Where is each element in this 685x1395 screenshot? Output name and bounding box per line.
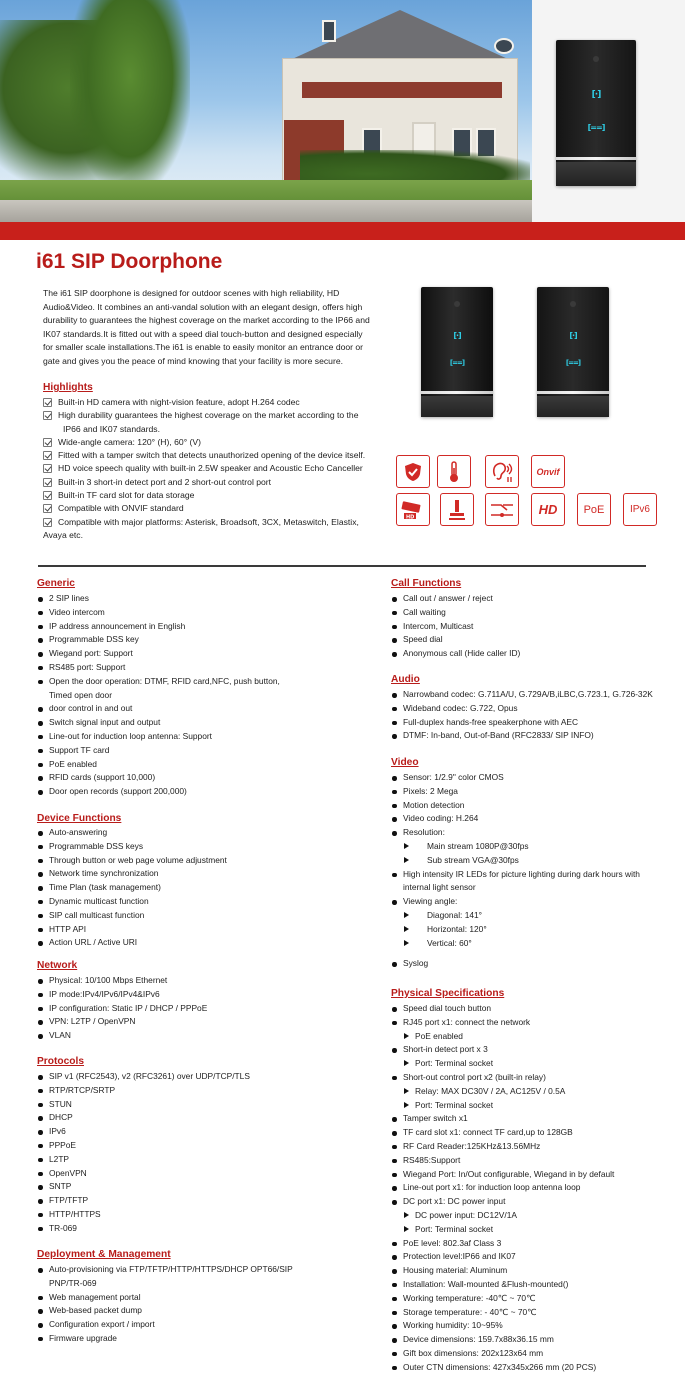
list-subitem: Port: Terminal socket <box>391 1223 614 1237</box>
list-item: Wide-angle camera: 120° (H), 60° (V) <box>43 436 373 449</box>
list-subitem: Sub stream VGA@30fps <box>391 854 640 868</box>
list-item: PoE enabled <box>37 758 280 772</box>
list-item: Wiegand port: Support <box>37 647 280 661</box>
hd-icon: HD <box>531 493 565 526</box>
list-item: Line-out port x1: for induction loop antenna loop <box>391 1181 614 1195</box>
checkbox-icon <box>43 464 52 473</box>
header-banner <box>0 0 685 222</box>
list-item: Action URL / Active URI <box>37 936 227 950</box>
list-item: Storage temperature: - 40℃ ~ 70℃ <box>391 1306 614 1320</box>
doorphone-product-image: [·] [==] <box>556 40 636 186</box>
list-item: Working temperature: -40℃ ~ 70℃ <box>391 1292 614 1306</box>
list-item: Line-out for induction loop antenna: Support <box>37 730 280 744</box>
list-item: Web management portal <box>37 1291 293 1305</box>
doorphone-front-image: [·] [==] <box>421 287 493 417</box>
list-item: IPv6 <box>37 1125 250 1139</box>
list-item: Installation: Wall-mounted &Flush-mounted() <box>391 1278 614 1292</box>
checkbox-icon <box>43 504 52 513</box>
onvif-logo: Onvif <box>531 455 565 488</box>
camera-icon <box>396 493 430 526</box>
list-item: Short-out control port x2 (built-in relay) <box>391 1071 614 1085</box>
checkbox-icon <box>43 491 52 500</box>
sidewalk-illustration <box>0 200 532 222</box>
list-item: RF Card Reader:125KHz&13.56MHz <box>391 1140 614 1154</box>
relay-icon <box>485 493 519 526</box>
list-item: Through button or web page volume adjustment <box>37 854 227 868</box>
checkbox-icon <box>43 438 52 447</box>
list-item: Web-based packet dump <box>37 1304 293 1318</box>
list-item: Network time synchronization <box>37 867 227 881</box>
list-item: PoE level: 802.3af Class 3 <box>391 1237 614 1251</box>
hearing-icon <box>485 455 519 488</box>
tree-illustration <box>70 0 190 190</box>
list-item: Sensor: 1/2.9" color CMOS <box>391 771 640 785</box>
checkbox-icon <box>43 398 52 407</box>
list-item: Auto-provisioning via FTP/TFTP/HTTP/HTTPS/DHCP OPT66/SIP <box>37 1263 293 1277</box>
list-item: STUN <box>37 1098 250 1112</box>
video-heading: Video <box>391 757 419 768</box>
list-item: Wiegand Port: In/Out configurable, Wiegand in by default <box>391 1168 614 1182</box>
checkbox-icon <box>43 518 52 527</box>
list-item: TR-069 <box>37 1222 250 1236</box>
list-item: High durability guarantees the highest coverage on the market according to the <box>43 409 373 422</box>
list-item: Programmable DSS keys <box>37 840 227 854</box>
tamper-icon <box>440 493 474 526</box>
list-item: High intensity IR LEDs for picture lighting during dark hours with <box>391 868 640 882</box>
list-subitem: DC power input: DC12V/1A <box>391 1209 614 1223</box>
list-subitem: Horizontal: 120° <box>391 923 640 937</box>
list-item: VPN: L2TP / OpenVPN <box>37 1015 207 1029</box>
list-subitem: PoE enabled <box>391 1030 614 1044</box>
list-item: Gift box dimensions: 202x123x64 mm <box>391 1347 614 1361</box>
list-item: L2TP <box>37 1153 250 1167</box>
physical-specs-list <box>391 1002 614 1375</box>
list-item: RS485:Support <box>391 1154 614 1168</box>
svg-text:HD: HD <box>406 514 415 520</box>
list-item: SIP call multicast function <box>37 909 227 923</box>
highlights-heading: Highlights <box>43 382 93 393</box>
list-item: RS485 port: Support <box>37 661 280 675</box>
poe-icon: PoE <box>577 493 611 526</box>
list-item-continuation: internal light sensor <box>403 882 476 893</box>
deployment-list <box>37 1263 293 1346</box>
list-item: Time Plan (task management) <box>37 881 227 895</box>
ipv6-icon: IPv6 <box>623 493 657 526</box>
list-item: RJ45 port x1: connect the network <box>391 1016 614 1030</box>
list-item: door control in and out <box>37 702 280 716</box>
list-item: Switch signal input and output <box>37 716 280 730</box>
list-item: Pixels: 2 Mega <box>391 785 640 799</box>
list-item: Protection level:IP66 and IK07 <box>391 1250 614 1264</box>
thermometer-icon <box>437 455 471 488</box>
list-item: Built-in TF card slot for data storage <box>43 489 373 502</box>
list-item: OpenVPN <box>37 1167 250 1181</box>
list-item: Physical: 10/100 Mbps Ethernet <box>37 974 207 988</box>
deployment-heading: Deployment & Management <box>37 1249 171 1260</box>
audio-list <box>391 688 653 743</box>
physical-specs-heading: Physical Specifications <box>391 988 505 999</box>
device-functions-heading: Device Functions <box>37 813 122 824</box>
list-item: Video intercom <box>37 606 280 620</box>
list-item: Programmable DSS key <box>37 633 280 647</box>
list-subitem: Vertical: 60° <box>391 937 640 951</box>
generic-list <box>37 592 280 799</box>
list-item: Open the door operation: DTMF, RFID card,NFC, push button, <box>37 675 280 689</box>
list-item: TF card slot x1: connect TF card,up to 128GB <box>391 1126 614 1140</box>
list-item: Anonymous call (Hide caller ID) <box>391 647 520 661</box>
list-item: IP mode:IPv4/IPv6/IPv4&IPv6 <box>37 988 207 1002</box>
banner-device-panel <box>532 0 685 222</box>
list-item-continuation: IP66 and IK07 standards. <box>63 423 160 434</box>
list-item: Intercom, Multicast <box>391 620 520 634</box>
list-item: Wideband codec: G.722, Opus <box>391 702 653 716</box>
network-heading: Network <box>37 960 78 971</box>
list-item: SIP v1 (RFC2543), v2 (RFC3261) over UDP/TCP/TLS <box>37 1070 250 1084</box>
list-item: Dynamic multicast function <box>37 895 227 909</box>
list-item: SNTP <box>37 1180 250 1194</box>
list-item: IP configuration: Static IP / DHCP / PPPoE <box>37 1002 207 1016</box>
list-item: Motion detection <box>391 799 640 813</box>
list-item: Configuration export / import <box>37 1318 293 1332</box>
intro-paragraph: The i61 SIP doorphone is designed for outdoor scenes with high reliability, HD Audio&Video. It combines an anti-vandal solution with an elegant design, offers high durability to guarantees the highest coverage on the market according to the IP66 and IK07 standards.It is fitted out with a speed dial touch-button and designed especially for smaller scale installations.The i61 is enable to easily monitor an entrance door or gate and gives you the peace of mind knowing that your facility is more secure. <box>43 288 370 366</box>
list-item: PPPoE <box>37 1139 250 1153</box>
checkbox-icon <box>43 478 52 487</box>
generic-heading: Generic <box>37 578 75 589</box>
protocols-list <box>37 1070 250 1236</box>
network-list <box>37 974 207 1043</box>
list-item: DHCP <box>37 1111 250 1125</box>
shield-icon <box>396 455 430 488</box>
call-functions-list <box>391 592 520 661</box>
accent-bar <box>0 222 685 240</box>
list-item: Speed dial <box>391 633 520 647</box>
list-item: Built-in 3 short-in detect port and 2 short-out control port <box>43 476 373 489</box>
list-item: FTP/TFTP <box>37 1194 250 1208</box>
list-item: Video coding: H.264 <box>391 812 640 826</box>
list-item: Narrowband codec: G.711A/U, G.729A/B,iLBC,G.723.1, G.726-32K <box>391 688 653 702</box>
list-item: Compatible with ONVIF standard <box>43 502 373 515</box>
protocols-heading: Protocols <box>37 1056 84 1067</box>
list-item: DTMF: In-band, Out-of-Band (RFC2833/ SIP INFO) <box>391 729 653 743</box>
list-item: VLAN <box>37 1029 207 1043</box>
list-item: Compatible with major platforms: Asterisk, Broadsoft, 3CX, Metaswitch, Elastix, <box>43 516 373 529</box>
list-item: Auto-answering <box>37 826 227 840</box>
list-item: Speed dial touch button <box>391 1002 614 1016</box>
list-item: Call out / answer / reject <box>391 592 520 606</box>
list-item: Tamper switch x1 <box>391 1112 614 1126</box>
list-item-continuation: Avaya etc. <box>43 529 83 540</box>
list-item: Outer CTN dimensions: 427x345x266 mm (20 PCS) <box>391 1361 614 1375</box>
list-item: IP address announcement in English <box>37 620 280 634</box>
list-item: Device dimensions: 159.7x88x36.15 mm <box>391 1333 614 1347</box>
list-subitem: Port: Terminal socket <box>391 1057 614 1071</box>
checkbox-icon <box>43 451 52 460</box>
list-item: Call waiting <box>391 606 520 620</box>
list-item: Working humidity: 10~95% <box>391 1319 614 1333</box>
list-item: Full-duplex hands-free speakerphone with AEC <box>391 716 653 730</box>
list-item: Built-in HD camera with night-vision feature, adopt H.264 codec <box>43 396 373 409</box>
list-item: RFID cards (support 10,000) <box>37 771 280 785</box>
list-item: HTTP/HTTPS <box>37 1208 250 1222</box>
list-item-continuation: PNP/TR-069 <box>49 1277 97 1288</box>
device-functions-list <box>37 826 227 950</box>
list-subitem: Port: Terminal socket <box>391 1099 614 1113</box>
list-item: HD voice speech quality with built-in 2.5W speaker and Acoustic Echo Canceller <box>43 462 373 475</box>
list-item-continuation: Timed open door <box>49 689 113 700</box>
list-item: Door open records (support 200,000) <box>37 785 280 799</box>
list-item: RTP/RTCP/SRTP <box>37 1084 250 1098</box>
video-list <box>391 771 640 971</box>
audio-heading: Audio <box>391 674 420 685</box>
section-divider <box>38 565 646 567</box>
list-item: HTTP API <box>37 923 227 937</box>
list-item: Resolution: <box>391 826 640 840</box>
checkbox-icon <box>43 411 52 420</box>
list-item: Support TF card <box>37 744 280 758</box>
list-item: Housing material: Aluminum <box>391 1264 614 1278</box>
list-item: Syslog <box>391 957 640 971</box>
list-item: 2 SIP lines <box>37 592 280 606</box>
page-title: i61 SIP Doorphone <box>36 250 223 273</box>
list-item: Firmware upgrade <box>37 1332 293 1346</box>
list-item: Short-in detect port x 3 <box>391 1043 614 1057</box>
call-functions-heading: Call Functions <box>391 578 462 589</box>
list-item: DC port x1: DC power input <box>391 1195 614 1209</box>
list-subitem: Diagonal: 141° <box>391 909 640 923</box>
list-item: Viewing angle: <box>391 895 640 909</box>
list-item: Fitted with a tamper switch that detects unauthorized opening of the device itself. <box>43 449 373 462</box>
highlights-list <box>43 396 373 542</box>
list-subitem: Main stream 1080P@30fps <box>391 840 640 854</box>
list-subitem: Relay: MAX DC30V / 2A, AC125V / 0.5A <box>391 1085 614 1099</box>
doorphone-angle-image: [·] [==] <box>537 287 609 417</box>
